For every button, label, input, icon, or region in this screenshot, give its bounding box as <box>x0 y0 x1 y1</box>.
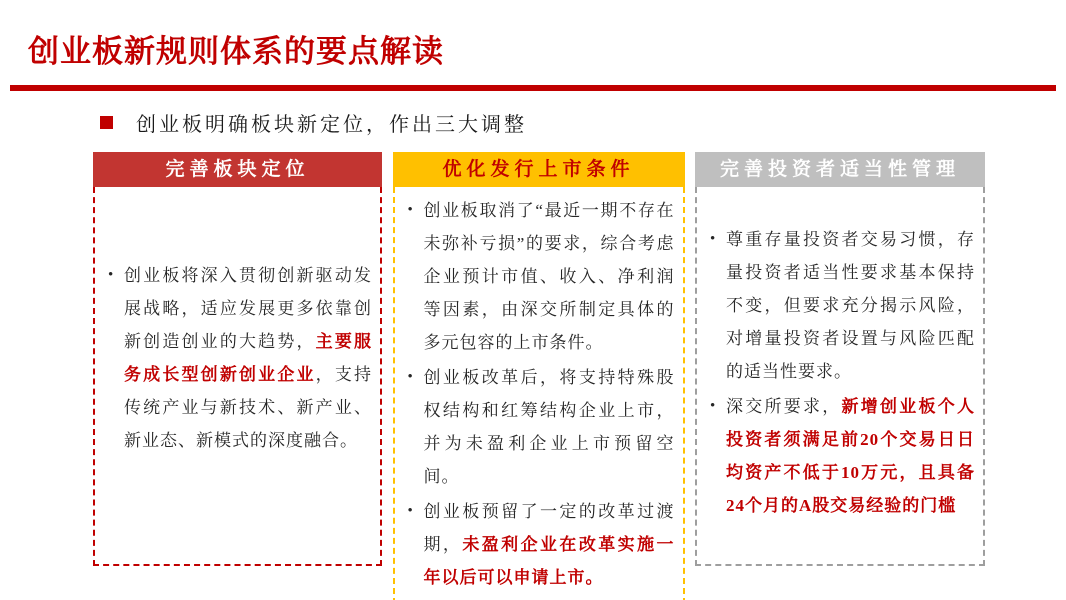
emphasis-text: 主要服务成长型创新创业企业 <box>124 331 373 384</box>
bullet-dot-icon: • <box>407 369 414 385</box>
column-listing-conditions <box>393 152 685 587</box>
bullet-dot-icon: • <box>108 266 115 283</box>
bullet-item <box>407 495 675 594</box>
column-body <box>393 187 685 600</box>
column-header: 完善板块定位 <box>93 152 382 187</box>
page-title: 创业板新规则体系的要点解读 <box>28 34 444 69</box>
bullet-dot-icon: • <box>710 398 717 414</box>
body-text: 创业板将深入贯彻创新驱动发展战略，适应发展更多依靠创新创造创业的大趋势， <box>124 265 372 351</box>
emphasis-text: 新增创业板个人投资者须满足前20个交易日日均资产不低于10万元，且具备24个月的A股交易经验的门槛 <box>726 397 975 515</box>
body-text: 深交所要求， <box>726 397 842 416</box>
bullet-item <box>709 223 975 388</box>
bullet-item <box>407 361 675 493</box>
body-text: 创业板改革后，将支持特殊股权结构和红筹结构企业上市，并为未盈利企业上市预留空间。 <box>423 368 675 486</box>
three-column-layout <box>93 152 985 587</box>
column-body <box>93 187 382 566</box>
column-header: 优化发行上市条件 <box>393 152 685 187</box>
bullet-item <box>407 194 675 359</box>
section-heading-label: 创业板明确板块新定位，作出三大调整 <box>136 114 527 136</box>
title-divider <box>10 85 1056 91</box>
section-heading <box>100 108 527 137</box>
bullet-dot-icon: • <box>710 231 717 247</box>
body-text: 尊重存量投资者交易习惯，存量投资者适当性要求基本保持不变，但要求充分揭示风险，对增量投资者设置与风险匹配的适当性要求。 <box>726 230 975 381</box>
column-body <box>695 187 985 566</box>
column-header: 完善投资者适当性管理 <box>695 152 985 187</box>
body-text: 创业板预留了一定的改革过渡期， <box>423 502 675 554</box>
bullet-square-icon <box>100 116 113 129</box>
bullet-dot-icon: • <box>407 202 414 218</box>
bullet-item <box>107 259 372 457</box>
emphasis-text: 未盈利企业在改革实施一年以后可以申请上市。 <box>423 535 675 587</box>
column-investor-suitability <box>695 152 985 566</box>
column-board-positioning <box>93 152 382 566</box>
body-text: 创业板取消了“最近一期不存在未弥补亏损”的要求，综合考虑企业预计市值、收入、净利润等因素，由深交所制定具体的多元包容的上市条件。 <box>423 201 675 352</box>
body-text: ，支持传统产业与新技术、新产业、新业态、新模式的深度融合。 <box>124 364 373 450</box>
bullet-dot-icon: • <box>407 503 414 519</box>
bullet-item <box>709 390 975 522</box>
